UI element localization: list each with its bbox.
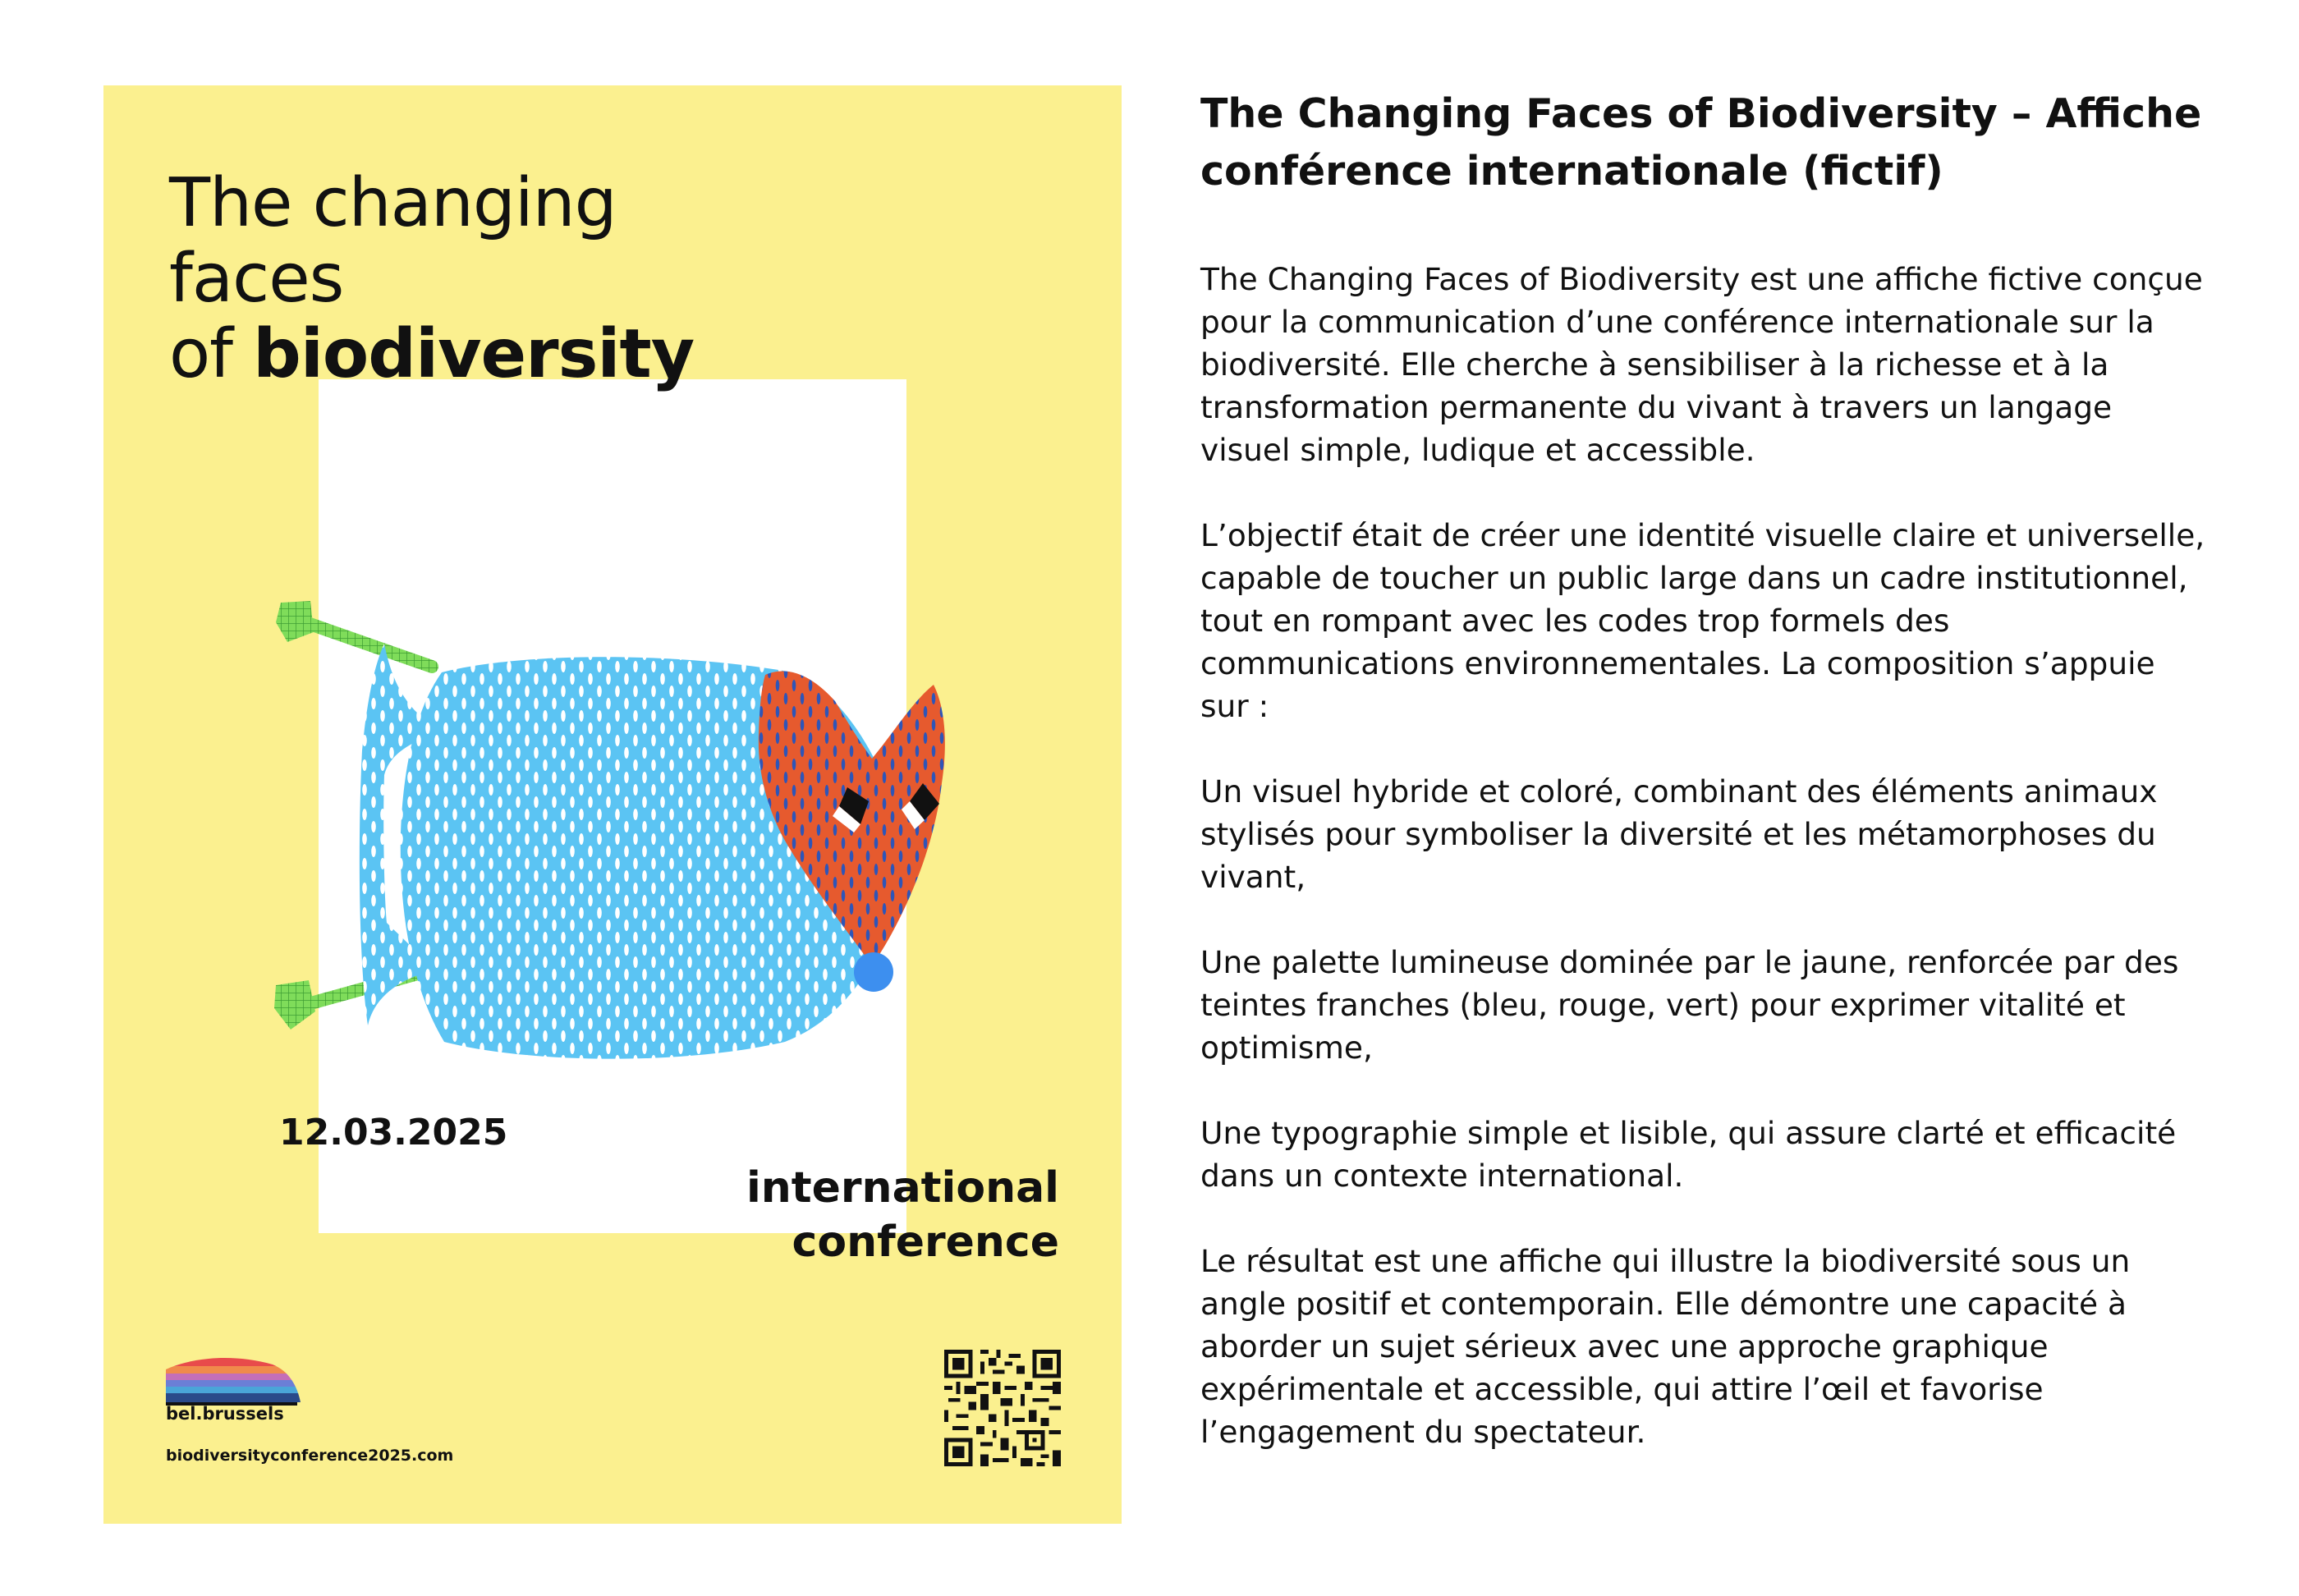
fish-fox-illustration: [251, 586, 957, 1112]
poster-title: [169, 166, 694, 392]
poster-title-bold-word: biodiversity: [253, 315, 695, 393]
description-paragraph-4: Une palette lumineuse dominée par le jaune, renforcée par des teintes franches (bleu, rouge, vert) pour exprimer vitalité et optimisme,: [1200, 944, 2179, 1066]
poster-event-label: [746, 1161, 1059, 1269]
poster-event-line-2: conference: [792, 1218, 1059, 1267]
bel-brussels-logo-icon: [166, 1356, 305, 1406]
description-title: The Changing Faces of Biodiversity – Affiche conférence internationale (fictif): [1200, 90, 2202, 195]
description-paragraph-2: L’objectif était de créer une identité visuelle claire et universelle, capable de toucher un public large dans un cadre institutionnel, tout en rompant avec les codes trop formels des communications environnementales. La composition s’appuie sur :: [1200, 517, 2205, 724]
poster-title-line-1: The changing: [169, 164, 617, 242]
project-description: [1200, 85, 2210, 1496]
poster-event-line-1: international: [746, 1163, 1059, 1213]
description-paragraph-1: The Changing Faces of Biodiversity est une affiche fictive conçue pour la communication d’une conférence internationale sur la biodiversité. Elle cherche à sensibiliser à la richesse et à la transformation permanente du vivant à travers un langage visuel simple, ludique et accessible.: [1200, 261, 2203, 468]
logo-text: bel.brussels: [166, 1404, 284, 1424]
fin-top: [276, 601, 432, 667]
poster-date: 12.03.2025: [279, 1112, 508, 1153]
description-paragraph-3: Un visuel hybride et coloré, combinant des éléments animaux stylisés pour symboliser la diversité et les métamorphoses du vivant,: [1200, 773, 2158, 895]
qr-code-icon: [944, 1350, 1061, 1466]
fox-nose: [854, 952, 893, 992]
description-paragraph-6: Le résultat est une affiche qui illustre la biodiversité sous un angle positif et contemporain. Elle démontre une capacité à aborder un sujet sérieux avec une approche graphique expérimentale et accessible, qui attire l’œil et favorise l’engagement du spectateur.: [1200, 1243, 2131, 1450]
poster-title-line-3: [169, 317, 694, 392]
conference-poster: [103, 85, 1122, 1524]
poster-title-line-2: faces: [169, 240, 344, 318]
poster-url: biodiversityconference2025.com: [166, 1447, 454, 1465]
poster-title-prefix: of: [169, 315, 233, 393]
description-body: [1200, 258, 2210, 1453]
description-paragraph-5: Une typographie simple et lisible, qui assure clarté et efficacité dans un contexte international.: [1200, 1115, 2177, 1194]
